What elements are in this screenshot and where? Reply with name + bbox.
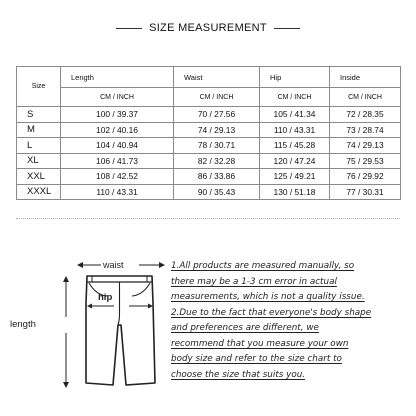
- waist-cell: 82 / 32.28: [174, 153, 260, 169]
- header: [0, 22, 416, 34]
- inside-cell: 76 / 29.92: [330, 169, 401, 185]
- unit-cell: CM / INCH: [61, 88, 174, 107]
- column-header-row: [17, 67, 401, 88]
- inside-cell: 73 / 28.74: [330, 122, 401, 138]
- inside-cell: 75 / 29.53: [330, 153, 401, 169]
- inside-cell: 72 / 28.35: [330, 107, 401, 123]
- table-row: [17, 122, 401, 138]
- hip-label: hip: [98, 292, 113, 303]
- hip-cell: 120 / 47.24: [260, 153, 330, 169]
- column-header-waist: Waist: [174, 67, 260, 88]
- column-header-length: Length: [61, 67, 174, 88]
- waist-label: waist: [103, 260, 124, 270]
- table-row: [17, 107, 401, 123]
- unit-header-row: [17, 88, 401, 107]
- measurement-diagram: [0, 255, 170, 395]
- title-rule-right: [274, 28, 300, 29]
- hip-cell: 125 / 49.21: [260, 169, 330, 185]
- waist-cell: 90 / 35.43: [174, 184, 260, 200]
- unit-cell: CM / INCH: [330, 88, 401, 107]
- size-cell: L: [17, 138, 61, 154]
- table-row: [17, 169, 401, 185]
- column-header-hip: Hip: [260, 67, 330, 88]
- unit-cell: CM / INCH: [174, 88, 260, 107]
- inside-cell: 77 / 30.31: [330, 184, 401, 200]
- length-cell: 104 / 40.94: [61, 138, 174, 154]
- size-column-header: Size: [17, 67, 61, 107]
- waist-cell: 70 / 27.56: [174, 107, 260, 123]
- waist-cell: 78 / 30.71: [174, 138, 260, 154]
- length-cell: 108 / 42.52: [61, 169, 174, 185]
- hip-cell: 105 / 41.34: [260, 107, 330, 123]
- size-table: [16, 66, 401, 200]
- section-divider: [16, 218, 400, 219]
- table-row: [17, 138, 401, 154]
- waist-cell: 74 / 29.13: [174, 122, 260, 138]
- size-cell: XL: [17, 153, 61, 169]
- inside-cell: 74 / 29.13: [330, 138, 401, 154]
- unit-cell: CM / INCH: [260, 88, 330, 107]
- note-body-shape: 2.Due to the fact that everyone's body shape and preferences are different, we recommend that you measure your own body size and refer to the size chart to choose the size that suits you.: [171, 307, 372, 380]
- title-rule-left: [116, 28, 142, 29]
- table-row: [17, 153, 401, 169]
- size-cell: M: [17, 122, 61, 138]
- length-label: length: [10, 319, 36, 330]
- page-title: SIZE MEASUREMENT: [149, 22, 267, 34]
- size-cell: XXXL: [17, 184, 61, 200]
- note-manual-measurement: 1.All products are measured manually, so there may be a 1-3 cm error in actual measurements, which is not a quality issue.: [171, 261, 365, 302]
- table-row: [17, 184, 401, 200]
- length-cell: 102 / 40.16: [61, 122, 174, 138]
- hip-cell: 130 / 51.18: [260, 184, 330, 200]
- hip-cell: 110 / 43.31: [260, 122, 330, 138]
- size-cell: XXL: [17, 169, 61, 185]
- length-cell: 100 / 39.37: [61, 107, 174, 123]
- size-cell: S: [17, 107, 61, 123]
- column-header-inside: Inside: [330, 67, 401, 88]
- hip-cell: 115 / 45.28: [260, 138, 330, 154]
- length-cell: 106 / 41.73: [61, 153, 174, 169]
- measurement-notes: [171, 259, 411, 383]
- waist-cell: 86 / 33.86: [174, 169, 260, 185]
- length-cell: 110 / 43.31: [61, 184, 174, 200]
